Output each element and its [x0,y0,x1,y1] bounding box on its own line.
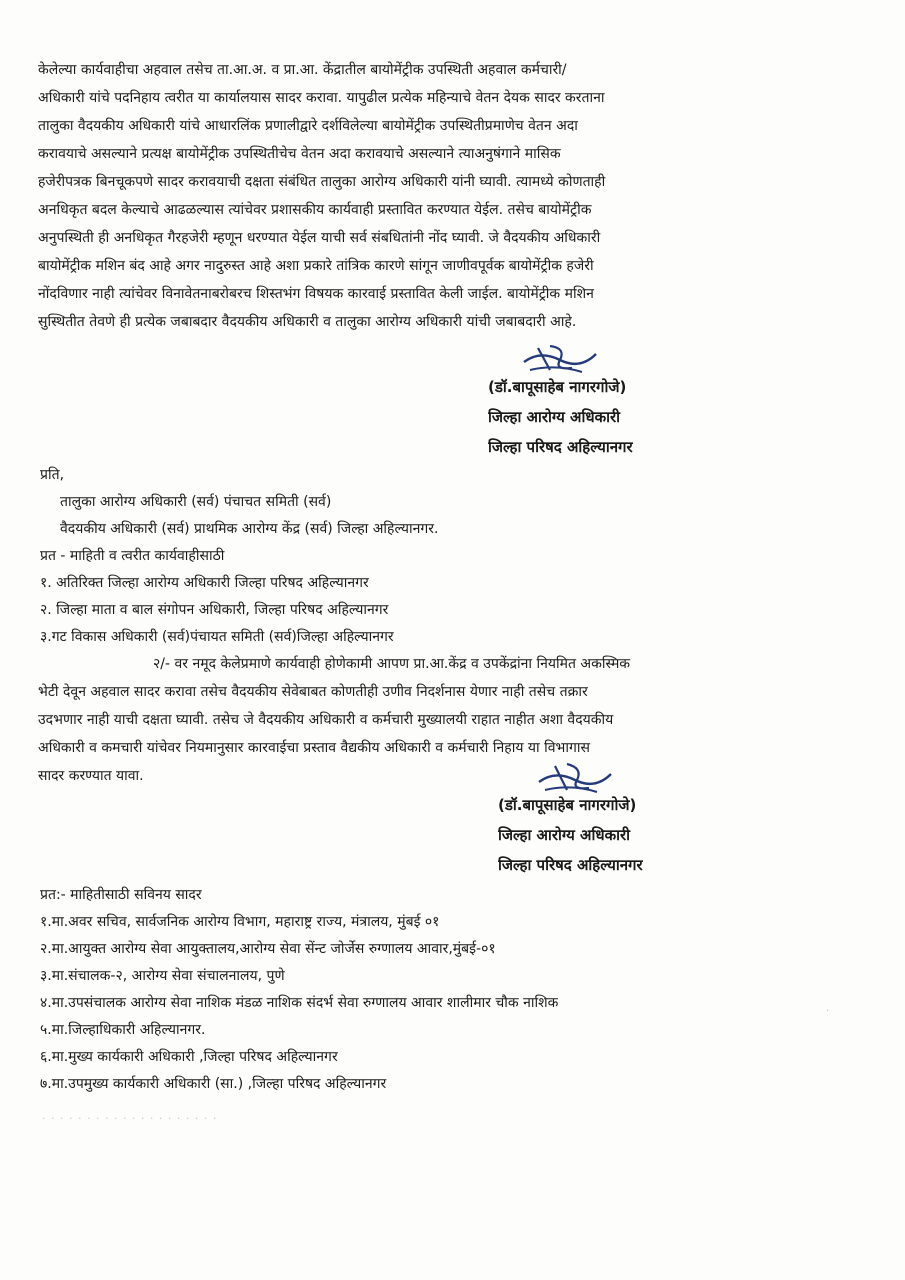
body-line: तालुका वैदयकीय अधिकारी यांचे आधारलिंक प्रणालीद्वारे दर्शविलेल्या बायोमेंट्रीक उपस्थितीप्रमाणेच वेतन अदा [38,118,578,134]
body-line: नोंदविणार नाही त्यांचेवर विनावेतनाबरोबरच शिस्तभंग विषयक कारवाई प्रस्तावित केली जाईल. बायोमेंट्रीक मशिन [38,286,594,302]
scan-artifact: · · · · · · · · · · · · · · · · · · · · [42,1112,218,1125]
copy-item: ६.मा.मुख्य कार्यकारी अधिकारी ,जिल्हा परिषद अहिल्यानगर [40,1049,338,1065]
copy-heading: प्रत - माहिती व त्वरीत कार्यवाहीसाठी [40,548,225,564]
body-line: उदभणार नाही याची दक्षता घ्यावी. तसेच जे वैदयकीय अधिकारी व कर्मचारी मुख्यालयी राहात नाहीत अशा वैदयकीय [38,712,614,728]
body-paragraph [38,56,738,336]
scan-speck: · [826,1006,830,1017]
body-line: सादर करण्यात यावा. [38,768,144,784]
copy-item: ५.मा.जिल्हाधिकारी अहिल्यानगर. [40,1022,206,1038]
copy-item: ३.मा.संचालक-२, आरोग्य सेवा संचालनालय, पुणे [40,968,285,984]
copy-item: १.मा.अवर सचिव, सार्वजनिक आरोग्य विभाग, महाराष्ट्र राज्य, मंत्रालय, मुंबई ०१ [40,914,440,930]
signatory-office: जिल्हा परिषद अहिल्यानगर [498,856,643,874]
copy-item: २.मा.आयुक्त आरोग्य सेवा आयुक्तालय,आरोग्य सेवा सेंन्ट जोर्जेस रुग्णालय आवार,मुंबई-०१ [40,941,496,957]
to-heading: प्रति, [40,467,65,483]
copy-item: २. जिल्हा माता व बाल संगोपन अधिकारी, जिल्हा परिषद अहिल्यानगर [40,602,389,618]
signatory-office: जिल्हा परिषद अहिल्यानगर [488,438,633,456]
body-line: केलेल्या कार्यवाहीचा अहवाल तसेच ता.आ.अ. व प्रा.आ. केंद्रातील बायोमेंट्रीक उपस्थिती अहवाल कर्मचारी/ [38,62,567,78]
body-line: हजेरीपत्रक बिनचूकपणे सादर करावयाची दक्षता संबंधित तालुका आरोग्य अधिकारी यांनी घ्यावी. त्यामध्ये कोणताही [38,174,606,190]
signature-block-1 [488,372,633,462]
copy-heading: प्रत:- माहितीसाठी सविनय सादर [40,887,202,903]
body-line: करावयाचे असल्याने प्रत्यक्ष बायोमेंट्रीक उपस्थितीचेच वेतन अदा करावयाचे असल्याने त्याअनुषंगाने मासिक [38,146,561,162]
copy-item: १. अतिरिक्त जिल्हा आरोग्य अधिकारी जिल्हा परिषद अहिल्यानगर [40,575,369,591]
signatory-designation: जिल्हा आरोग्य अधिकारी [488,408,621,426]
signature-block-2 [498,790,643,880]
body-line: बायोमेंट्रीक मशिन बंद आहे अगर नादुरुस्त आहे अशा प्रकारे तांत्रिक कारणे सांगून जाणीवपूर्वक बायोमेंट्रीक हजेरी [38,258,594,274]
copy-item: ३.गट विकास अधिकारी (सर्व)पंचायत समिती (सर्व)जिल्हा अहिल्यानगर [40,629,394,645]
body-line: सुस्थितीत तेवणे ही प्रत्येक जबाबदार वैदयकीय अधिकारी व तालुका आरोग्य अधिकारी यांची जबाबदारी आहे. [38,314,577,330]
copy-item: ४.मा.उपसंचालक आरोग्य सेवा नाशिक मंडळ नाशिक संदर्भ सेवा रुग्णालय आवार शालीमार चौक नाशिक [40,995,559,1011]
signatory-designation: जिल्हा आरोग्य अधिकारी [498,826,631,844]
signatory-name: (डॉ.बापूसाहेब नागरगोजे) [488,378,627,396]
recipient-line: तालुका आरोग्य अधिकारी (सर्व) पंचाचत समिती (सर्व) [60,494,332,510]
to-section [40,462,438,543]
copy-section-action [40,543,394,651]
body-line: अनुपस्थिती ही अनधिकृत गैरहजेरी म्हणून धरण्यात येईल याची सर्व संबधितांनी नोंद घ्यावी. जे वैदयकीय अधिकारी [38,230,601,246]
body-line: अनधिकृत बदल केल्याचे आढळल्यास त्यांचेवर प्रशासकीय कार्यवाही प्रस्तावित करण्यात येईल. तसेच बायोमेंट्रीक [38,202,592,218]
second-paragraph [38,650,758,790]
signatory-name: (डॉ.बापूसाहेब नागरगोजे) [498,796,637,814]
body-line: भेटी देवून अहवाल सादर करावा तसेच वैदयकीय सेवेबाबत कोणतीही उणीव निदर्शनास येणार नाही तसेच तक्रार [38,684,588,700]
copy-item: ७.मा.उपमुख्य कार्यकारी अधिकारी (सा.) ,जिल्हा परिषद अहिल्यानगर [40,1076,387,1092]
body-line: २/- वर नमूद केलेप्रमाणे कार्यवाही होणेकामी आपण प्रा.आ.केंद्र व उपकेंद्रांना नियमित अकस्मिक [153,656,631,672]
body-line: अधिकारी यांचे पदनिहाय त्वरीत या कार्यालयास सादर करावा. यापुढील प्रत्येक महिन्याचे वेतन देयक सादर करताना [38,90,605,106]
recipient-line: वैदयकीय अधिकारी (सर्व) प्राथमिक आरोग्य केंद्र (सर्व) जिल्हा अहिल्यानगर. [60,521,439,537]
copy-section-info [40,882,558,1098]
body-line: अधिकारी व कमचारी यांचेवर नियमानुसार कारवाईचा प्रस्ताव वैद्यकीय अधिकारी व कर्मचारी निहाय या विभागास [38,740,590,756]
